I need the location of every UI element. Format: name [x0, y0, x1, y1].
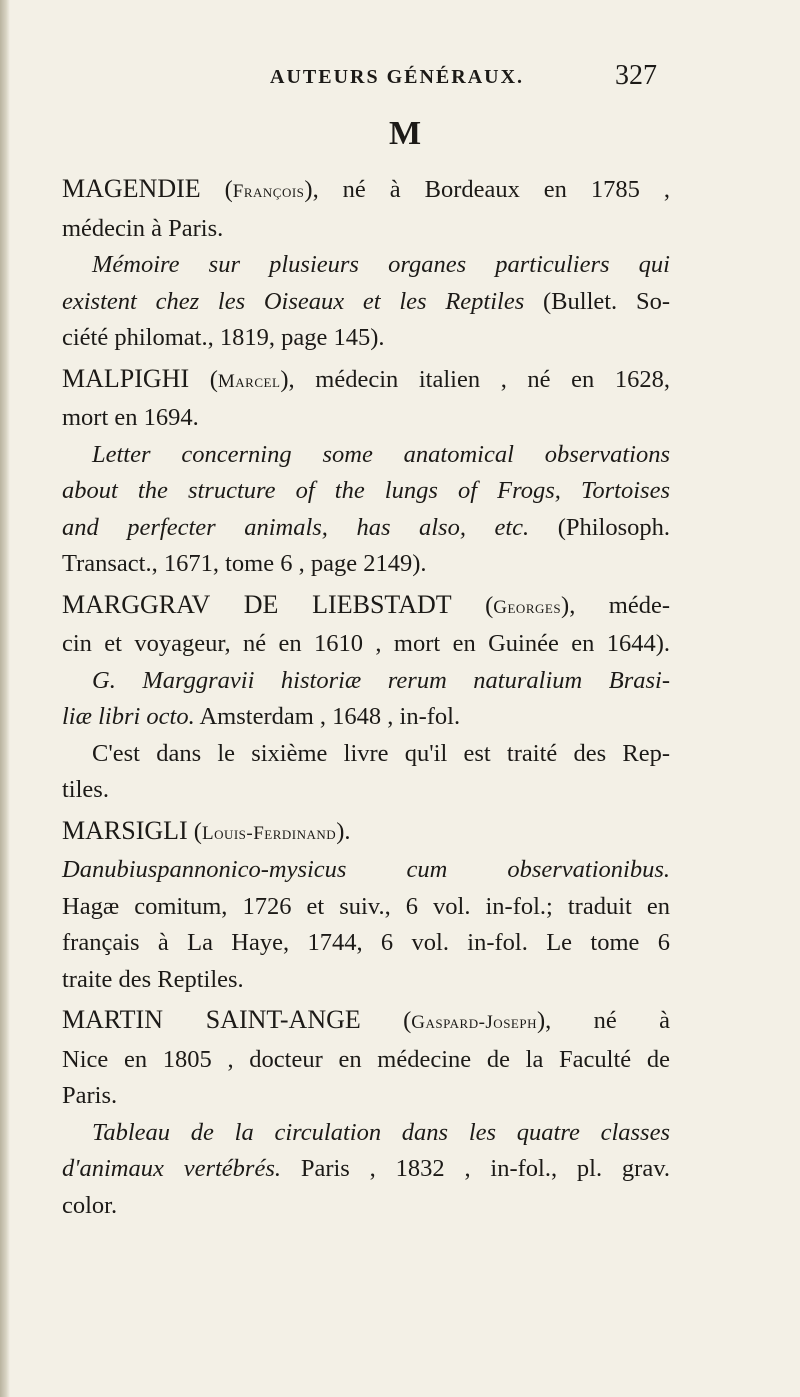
entry-malpighi	[62, 361, 670, 583]
work-title: d'animaux vertébrés.	[62, 1155, 281, 1182]
entry-line	[62, 320, 670, 357]
entry-text: médecin à Paris.	[62, 214, 224, 242]
entry-line	[62, 510, 670, 547]
entry-marsigli	[62, 813, 670, 999]
author-name: MALPIGHI	[62, 363, 190, 393]
entry-line	[62, 247, 670, 284]
author-name: MAGENDIE	[62, 174, 201, 203]
entry-text: ).	[336, 817, 351, 845]
author-name: MARSIGLI	[62, 815, 188, 845]
author-given-name: Georges	[493, 596, 562, 618]
entry-line	[62, 626, 670, 663]
entry-line	[62, 962, 670, 999]
work-title: Letter concerning some anatomical observations	[92, 440, 670, 468]
entry-line	[62, 1151, 670, 1188]
entry-text: ), né à Bordeaux en 1785 ,	[304, 176, 670, 203]
work-title: existent chez les Oiseaux et les Reptiles	[62, 287, 525, 315]
entry-text: Hagæ comitum, 1726 et suiv., 6 vol. in-fol.; traduit en	[62, 892, 670, 920]
running-title: AUTEURS GÉNÉRAUX.	[270, 66, 525, 88]
entry-text: ), médecin italien , né en 1628,	[280, 365, 670, 393]
entry-line	[62, 699, 670, 736]
running-head	[0, 60, 800, 100]
work-title: Tableau de la circulation dans les quatre classes	[92, 1118, 670, 1146]
entry-text: traite des Reptiles.	[62, 965, 244, 993]
page-number: 327	[615, 60, 657, 91]
entry-marggrav	[62, 587, 670, 809]
entry-line	[62, 437, 670, 474]
entry-line	[62, 1115, 670, 1152]
work-title: about the structure of the lungs of Frogs, Tortoises	[62, 477, 670, 504]
entry-line	[62, 889, 670, 926]
section-letter: M	[388, 115, 422, 152]
entry-line	[62, 473, 670, 510]
author-given-name: Marcel	[217, 370, 281, 392]
entry-text: Transact., 1671, tome 6 , page 2149).	[62, 550, 427, 577]
paren-open: (	[189, 365, 218, 393]
entry-text: Paris.	[62, 1082, 118, 1109]
entry-line	[62, 1078, 670, 1115]
work-title: liæ libri octo.	[62, 703, 195, 730]
paren-open: (	[187, 817, 202, 845]
work-title: Danubiuspannonico-mysicus cum observationibus.	[62, 856, 670, 883]
entry-text: color.	[62, 1191, 118, 1219]
entry-line	[62, 813, 670, 853]
paren-open: (	[360, 1007, 412, 1034]
entry-text: français à La Haye, 1744, 6 vol. in-fol. Le tome 6	[62, 929, 670, 956]
entry-line	[62, 772, 670, 809]
entry-line	[62, 925, 670, 962]
entry-text: Nice en 1805 , docteur en médecine de la Faculté de	[62, 1045, 670, 1073]
entry-line	[62, 1002, 670, 1042]
author-given-name: Louis-Ferdinand	[201, 822, 337, 844]
entry-line	[62, 1042, 670, 1079]
entry-line	[62, 587, 670, 627]
bibliography-entries	[62, 171, 670, 1224]
entry-text: ciété philomat., 1819, page 145).	[62, 324, 385, 351]
entry-line	[62, 284, 670, 321]
entry-line	[62, 211, 670, 248]
entry-text: (Philosoph.	[529, 513, 670, 541]
work-title: G. Marggravii historiæ rerum naturalium Brasi-	[92, 666, 670, 694]
work-title: and perfecter animals, has also, etc.	[62, 513, 530, 541]
author-given-name: Gaspard-Joseph	[411, 1012, 537, 1033]
entry-line	[62, 852, 670, 889]
author-name: MARTIN SAINT-ANGE	[62, 1005, 361, 1034]
author-name: MARGGRAV DE LIEBSTADT	[62, 589, 452, 619]
entry-line	[62, 546, 670, 583]
paren-open: (	[451, 591, 494, 619]
entry-line	[62, 400, 670, 437]
entry-text: (Bullet. So-	[524, 287, 670, 315]
entry-text: tiles.	[62, 776, 109, 803]
entry-line	[62, 736, 670, 773]
entry-line	[62, 1188, 670, 1225]
entry-text: ), méde-	[561, 591, 670, 619]
work-title: Mémoire sur plusieurs organes particuliers qui	[92, 251, 670, 278]
entry-line	[62, 663, 670, 700]
paren-open: (	[200, 176, 233, 203]
entry-text: C'est dans le sixième livre qu'il est traité des Rep-	[92, 739, 670, 767]
entry-magendie	[62, 171, 670, 357]
entry-text: Paris , 1832 , in-fol., pl. grav.	[280, 1155, 670, 1182]
entry-line	[62, 171, 670, 211]
entry-text: mort en 1694.	[62, 404, 199, 431]
page-binding-edge	[0, 0, 10, 1397]
entry-martin-saint-ange	[62, 1002, 670, 1224]
author-given-name: François	[232, 181, 305, 202]
entry-text: cin et voyageur, né en 1610 , mort en Guinée en 1644).	[62, 630, 670, 657]
entry-line	[62, 361, 670, 401]
entry-text: Amsterdam , 1648 , in-fol.	[194, 703, 461, 730]
entry-text: ), né à	[537, 1007, 670, 1034]
